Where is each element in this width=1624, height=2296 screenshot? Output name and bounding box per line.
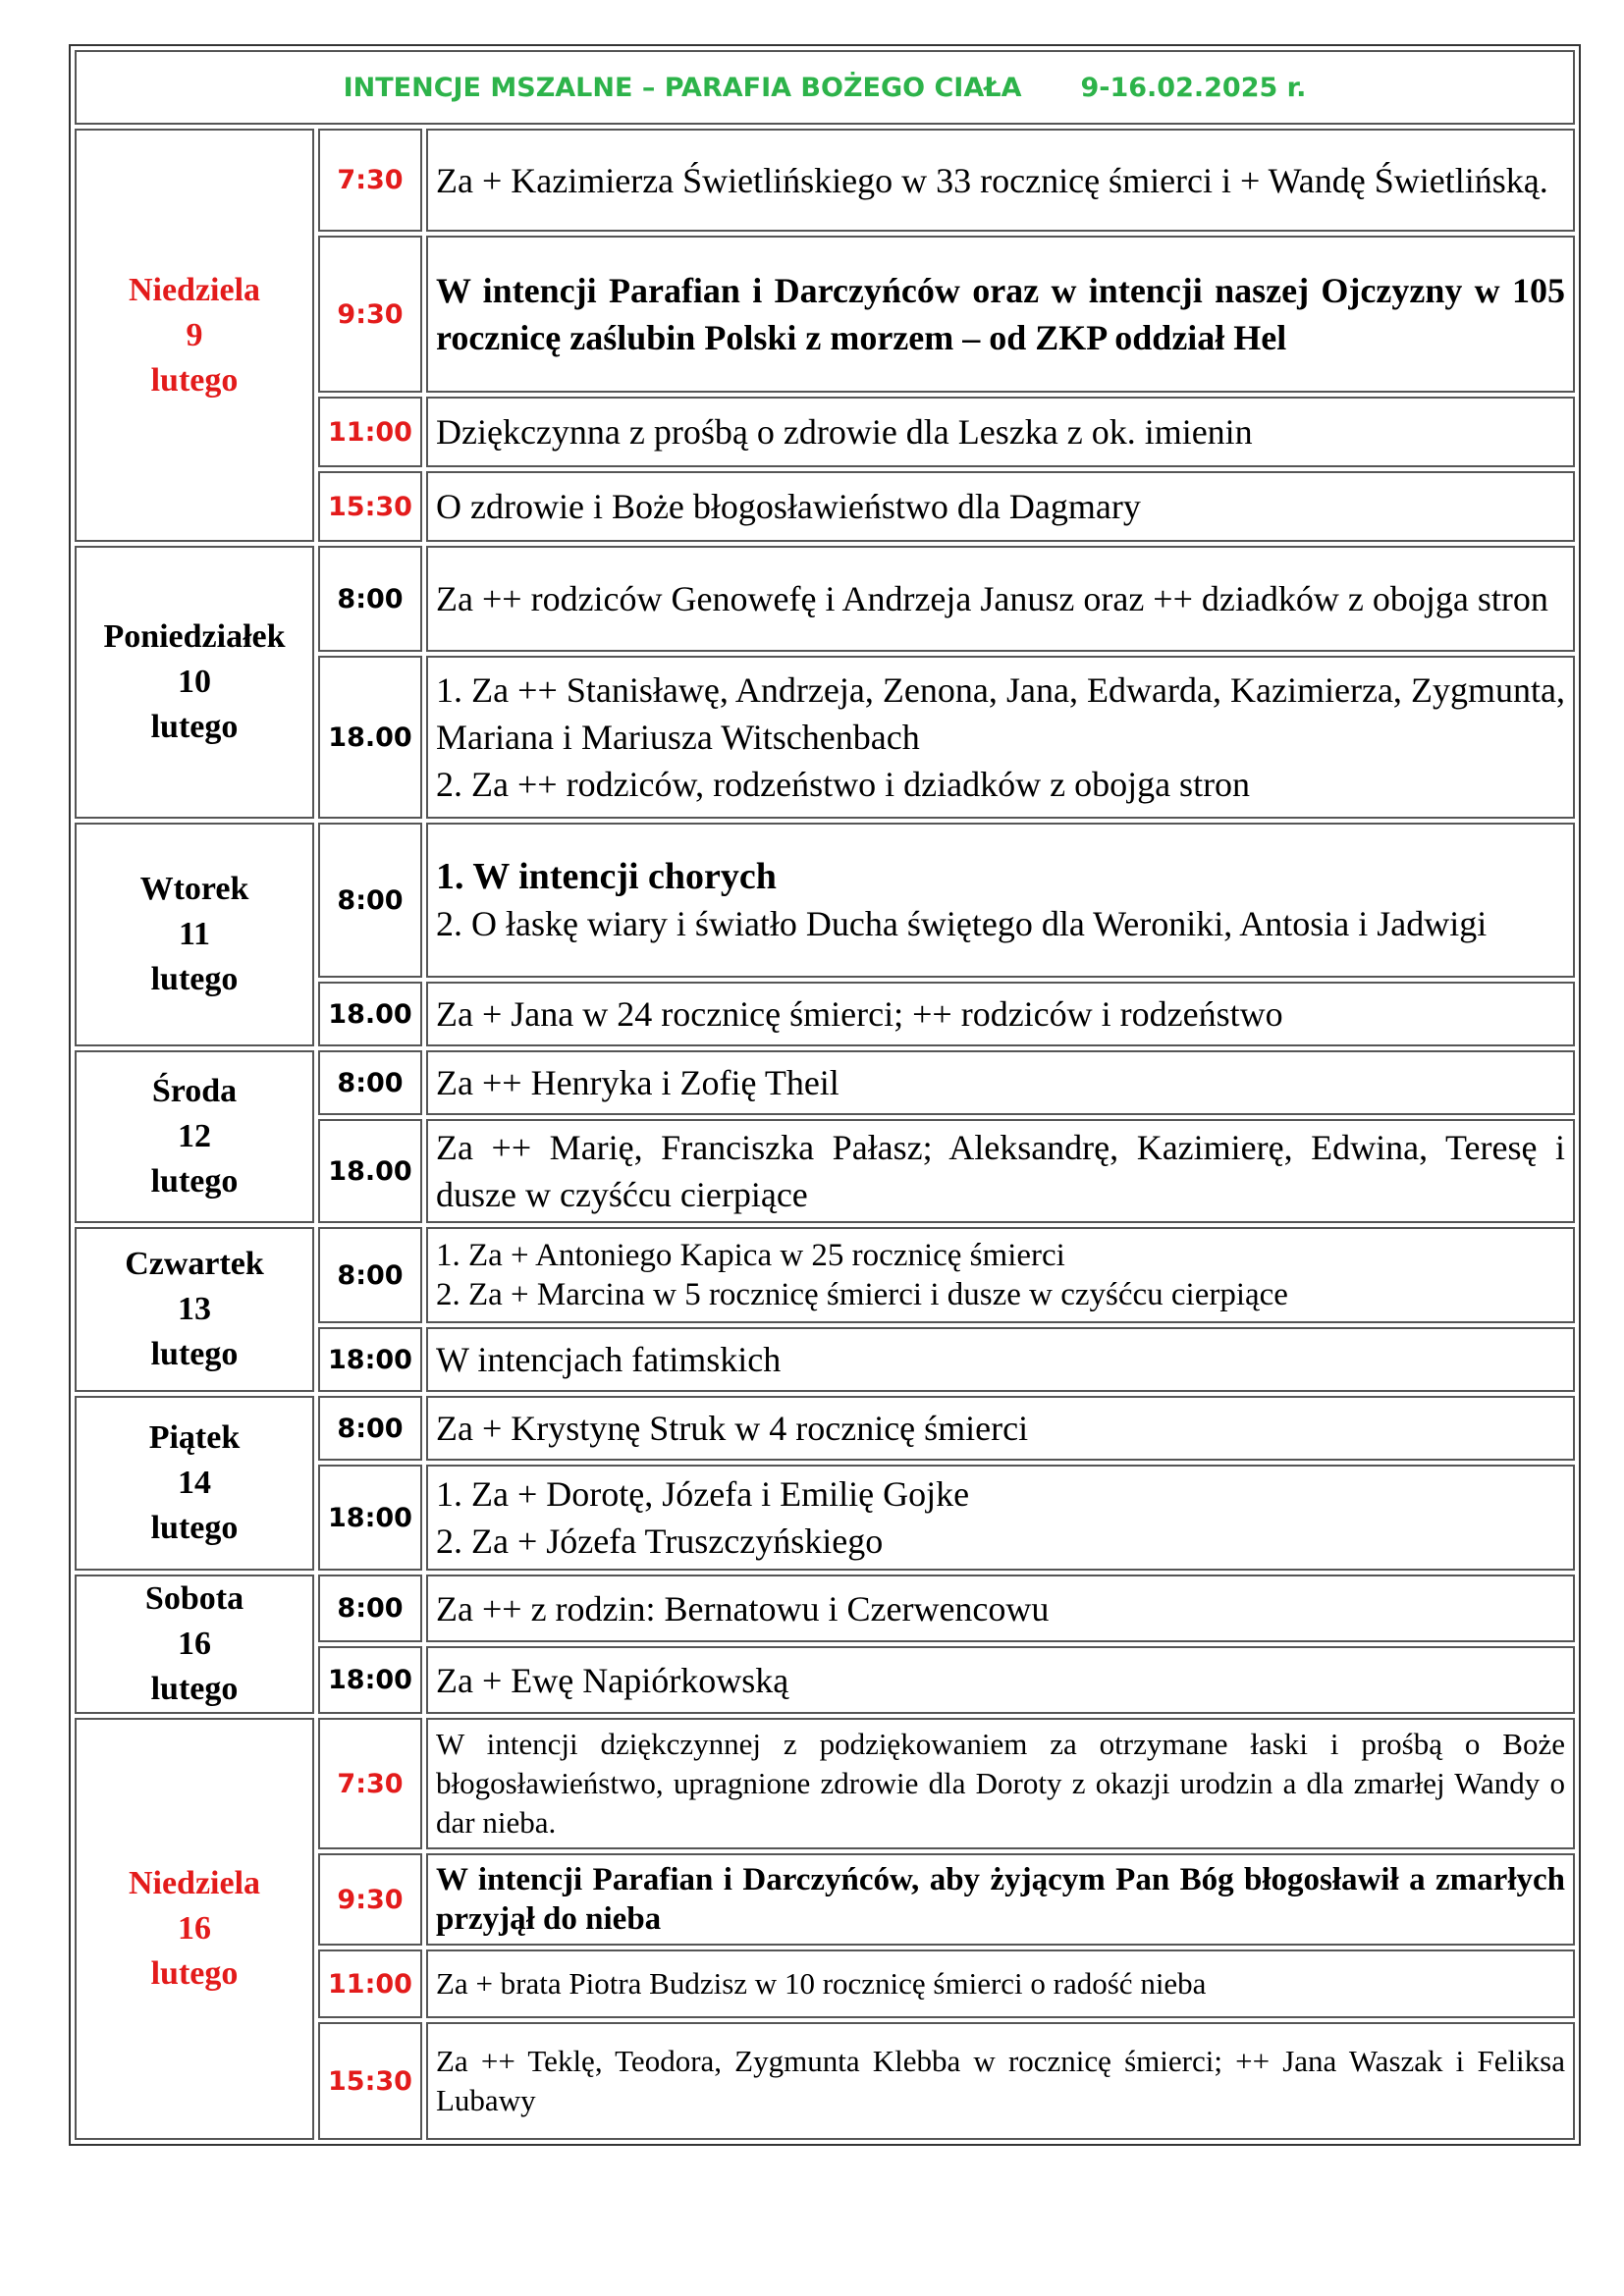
day-name: Niedziela [128,1865,261,1901]
day-month: lutego [150,961,239,997]
mass-intention [426,823,1575,978]
intention-line: 2. Za + Józefa Truszczyńskiego [436,1522,884,1561]
day-month: lutego [150,361,239,399]
title-row [75,50,1575,125]
intention-line: O zdrowie i Boże błogosławieństwo dla Dagmary [436,487,1141,526]
intention-line: W intencji Parafian i Darczyńców oraz w intencji naszej Ojczyzny w 105 rocznicę zaślubin Polski z morzem – od ZKP oddział Hel [436,271,1565,357]
intentions-table [69,44,1581,2146]
title-text: INTENCJE MSZALNE – PARAFIA BOŻEGO CIAŁA [343,72,1022,103]
mass-row [75,1575,1575,1642]
intention-line: W intencji dziękczynnej z podziękowaniem za otrzymane łaski i prośbą o Boże błogosławieństwo, upragnione zdrowie dla Doroty z okazji urodzin a dla zmarłej Wandy o dar nieba. [436,1727,1565,1840]
day-month: lutego [150,1163,239,1200]
mass-intention [426,1396,1575,1461]
day-number: 11 [178,916,211,952]
mass-intention [426,546,1575,652]
day-month: lutego [150,1510,239,1546]
mass-time: 8:00 [318,546,422,652]
mass-intention [426,1718,1575,1849]
intention-line: Za + Kazimierza Świetlińskiego w 33 rocznicę śmierci i + Wandę Świetlińską. [436,160,1548,200]
intention-line: 1. Za + Antoniego Kapica w 25 rocznicę śmierci [436,1238,1065,1273]
day-name: Sobota [144,1580,244,1617]
day-cell-sunday-16 [75,1718,314,2140]
mass-row [75,823,1575,978]
mass-row [75,1050,1575,1115]
mass-intention [426,397,1575,467]
day-name: Piątek [148,1419,241,1456]
mass-time: 11:00 [318,397,422,467]
mass-row [75,546,1575,652]
day-name: Niedziela [128,271,261,308]
intention-line: Za ++ Teklę, Teodora, Zygmunta Klebba w rocznicę śmierci; ++ Jana Waszak i Feliksa Lubawy [436,2044,1565,2117]
day-number: 16 [178,1626,211,1662]
day-name: Wtorek [139,871,249,907]
mass-intention [426,129,1575,232]
intention-line: 2. Za + Marcina w 5 rocznicę śmierci i dusze w czyśćcu cierpiące [436,1277,1288,1312]
day-month: lutego [150,709,239,745]
mass-intention [426,236,1575,393]
intention-line: Za ++ z rodzin: Bernatowu i Czerwencowu [436,1588,1050,1629]
mass-row [75,129,1575,232]
mass-time: 18:00 [318,1646,422,1714]
mass-time: 18.00 [318,982,422,1046]
mass-intention [426,1575,1575,1642]
intention-line: Za + Ewę Napiórkowską [436,1660,789,1700]
mass-time: 8:00 [318,1575,422,1642]
intention-line: Za + brata Piotra Budzisz w 10 rocznicę śmierci o radość nieba [436,1966,1207,2001]
mass-intention [426,1119,1575,1223]
title-date: 9-16.02.2025 r. [1080,72,1307,103]
day-name: Środa [151,1073,238,1109]
mass-intention [426,1327,1575,1392]
day-cell-friday-14 [75,1396,314,1571]
mass-row [75,1396,1575,1461]
day-number: 13 [178,1291,211,1327]
mass-intention [426,1050,1575,1115]
intention-line: Za ++ rodziców Genowefę i Andrzeja Janusz oraz ++ dziadków z obojga stron [436,579,1548,618]
mass-time: 8:00 [318,823,422,978]
mass-intention [426,1853,1575,1946]
day-cell-monday-10 [75,546,314,819]
mass-time: 8:00 [318,1227,422,1323]
intention-line: 1. Za + Dorotę, Józefa i Emilię Gojke [436,1474,970,1514]
intention-line: 1. W intencji chorych [436,856,777,897]
mass-intention [426,1465,1575,1571]
intention-line: W intencjach fatimskich [436,1340,782,1379]
mass-time: 7:30 [318,1718,422,1849]
day-cell-thursday-13 [75,1227,314,1392]
mass-time: 15:30 [318,2022,422,2140]
mass-row [75,1718,1575,1849]
mass-time: 15:30 [318,471,422,542]
mass-time: 7:30 [318,129,422,232]
mass-intention [426,2022,1575,2140]
day-number: 10 [178,664,211,700]
day-cell-saturday-16 [75,1575,314,1714]
intention-line: 2. Za ++ rodziców, rodzeństwo i dziadków z obojga stron [436,765,1251,804]
mass-time: 8:00 [318,1050,422,1115]
mass-time: 9:30 [318,1853,422,1946]
mass-time: 18.00 [318,656,422,819]
day-number: 9 [186,316,203,353]
mass-intention [426,1949,1575,2018]
day-cell-wednesday-12 [75,1050,314,1223]
day-month: lutego [150,1671,239,1707]
intention-line: 1. Za ++ Stanisławę, Andrzeja, Zenona, Jana, Edwarda, Kazimierza, Zygmunta, Mariana i Mariusza Witschenbach [436,670,1565,757]
intention-line: Za ++ Marię, Franciszka Pałasz; Aleksandrę, Kazimierę, Edwina, Teresę i dusze w czyśćcu cierpiące [436,1128,1565,1214]
intention-line: Dziękczynna z prośbą o zdrowie dla Leszka z ok. imienin [436,412,1253,452]
intention-line: Za + Krystynę Struk w 4 rocznicę śmierci [436,1409,1029,1448]
mass-time: 18.00 [318,1119,422,1223]
mass-intention [426,471,1575,542]
day-number: 16 [178,1910,211,1947]
day-month: lutego [150,1336,239,1372]
mass-time: 8:00 [318,1396,422,1461]
mass-row [75,1227,1575,1323]
mass-intention [426,982,1575,1046]
day-cell-sunday-9 [75,129,314,542]
day-month: lutego [150,1955,239,1992]
intention-line: Za + Jana w 24 rocznicę śmierci; ++ rodziców i rodzeństwo [436,994,1283,1034]
intention-line: 2. O łaskę wiary i światło Ducha świętego dla Weroniki, Antosia i Jadwigi [436,904,1488,943]
day-number: 12 [178,1118,211,1154]
mass-time: 18:00 [318,1327,422,1392]
mass-time: 9:30 [318,236,422,393]
day-number: 14 [178,1465,211,1501]
mass-intention [426,1646,1575,1714]
intention-line: W intencji Parafian i Darczyńców, aby żyjącym Pan Bóg błogosławił a zmarłych przyjął do nieba [436,1862,1565,1937]
day-name: Poniedziałek [103,618,286,655]
mass-intention [426,1227,1575,1323]
mass-time: 11:00 [318,1949,422,2018]
page-title [75,50,1575,125]
mass-time: 18:00 [318,1465,422,1571]
day-cell-tuesday-11 [75,823,314,1046]
mass-intention [426,656,1575,819]
day-name: Czwartek [125,1246,264,1282]
intention-line: Za ++ Henryka i Zofię Theil [436,1063,839,1102]
